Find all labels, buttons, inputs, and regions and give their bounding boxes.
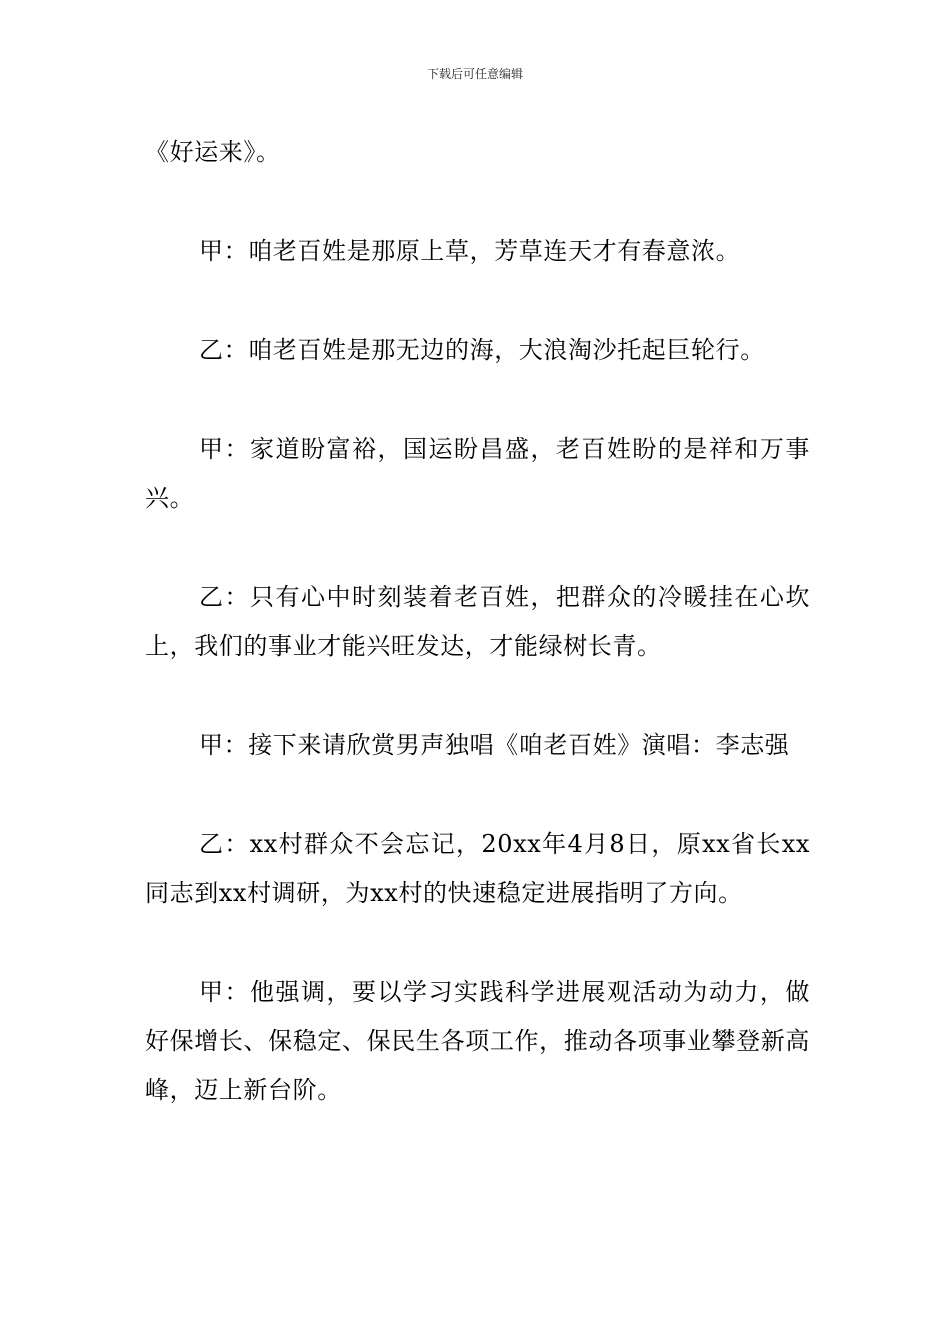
paragraph-song-title: 《好运来》。 (145, 138, 281, 166)
paragraph-jia-3: 甲：接下来请欣赏男声独唱《咱老百姓》演唱：李志强 (199, 731, 790, 759)
document-body (145, 128, 810, 1115)
paragraph-jia-1: 甲：咱老百姓是那原上草，芳草连天才有春意浓。 (199, 237, 741, 265)
page-header: 下载后可任意编辑 (426, 67, 523, 81)
paragraph-jia-2: 甲：家道盼富裕，国运盼昌盛，老百姓盼的是祥和万事兴。 (145, 435, 810, 512)
paragraph-jia-4: 甲：他强调，要以学习实践科学进展观活动为动力，做好保增长、保稳定、保民生各项工作，推动各项事业攀登新高峰，迈上新台阶。 (145, 978, 810, 1104)
paragraph-yi-2: 乙：只有心中时刻装着老百姓，把群众的冷暖挂在心坎上，我们的事业才能兴旺发达，才能绿树长青。 (145, 583, 810, 660)
paragraph-yi-3: 乙：xx村群众不会忘记，20xx年4月8日，原xx省长xx同志到xx村调研，为xx村的快速稳定进展指明了方向。 (145, 830, 810, 907)
paragraph-yi-1: 乙：咱老百姓是那无边的海，大浪淘沙托起巨轮行。 (199, 336, 765, 364)
